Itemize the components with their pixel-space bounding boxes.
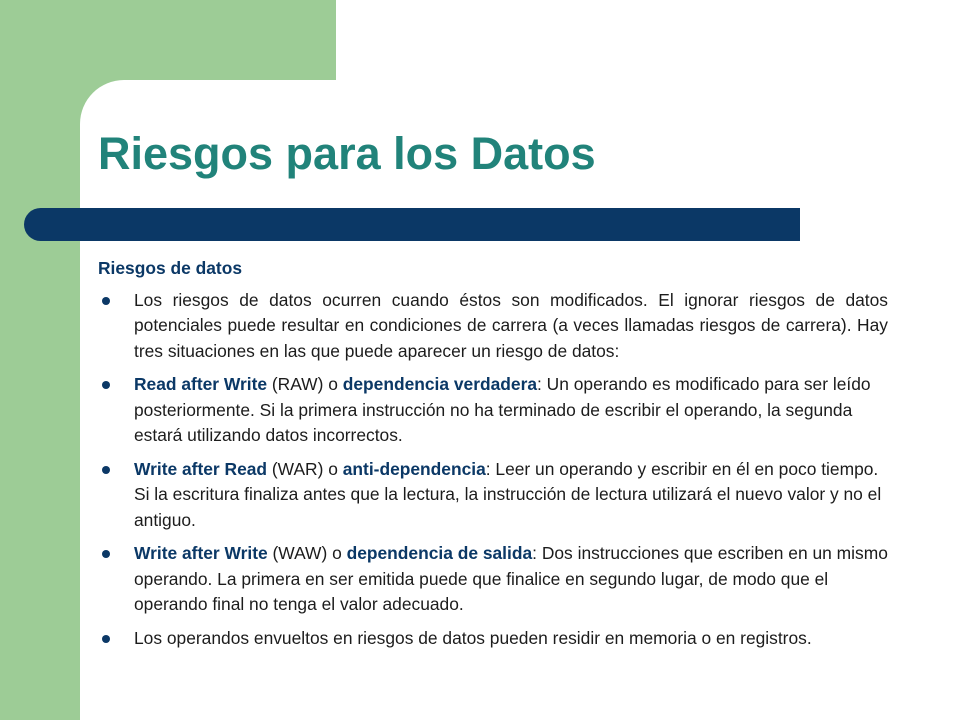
bullet-dot-icon (102, 466, 110, 474)
bullet-dot-icon (102, 550, 110, 558)
hazard-abbrev: (WAR) o (267, 458, 343, 479)
bullet-item-war (98, 457, 888, 534)
dependency-term: dependencia verdadera (342, 374, 538, 394)
bullet-dot-icon (102, 635, 110, 643)
bullet-item-operands (98, 626, 888, 652)
bullet-item-waw (98, 541, 888, 618)
slide-body (98, 256, 888, 659)
bullet-text: Los riesgos de datos ocurren cuando éstos son modificados. El ignorar riesgos de datos potenciales puede resultar en condiciones de carrera (a veces llamadas riesgos de carrera). Hay tres situaciones en las que puede aparecer un riesgo de datos: (134, 289, 888, 361)
bullet-text: : Un operando es modificado para ser leído posteriormente. Si la primera instrucción no ha terminado de escribir el operando, la segunda estará utilizando datos incorrectos. (134, 374, 871, 445)
bullet-list (98, 288, 888, 652)
hazard-abbrev: (RAW) o (267, 374, 343, 394)
bullet-dot-icon (102, 381, 110, 389)
bullet-text: : Leer un operando y escribir en él en poco tiempo. Si la escritura finaliza antes que la lectura, la instrucción de lectura utilizará el nuevo valor y no el antiguo. (134, 458, 882, 530)
bullet-item-raw (98, 372, 888, 449)
bullet-text: Los operandos envueltos en riesgos de datos pueden residir en memoria o en registros. (134, 627, 812, 648)
hazard-term: Read after Write (134, 374, 268, 394)
title-underline-bar (24, 208, 800, 241)
bullet-dot-icon (102, 297, 110, 305)
dependency-term: anti-dependencia (342, 458, 486, 479)
bullet-item-intro (98, 288, 888, 365)
dependency-term: dependencia de salida (346, 543, 533, 563)
hazard-abbrev: (WAW) o (267, 543, 347, 563)
section-heading: Riesgos de datos (98, 258, 242, 278)
hazard-term: Write after Read (134, 458, 268, 479)
hazard-term: Write after Write (134, 543, 268, 563)
slide-title: Riesgos para los Datos (98, 128, 596, 179)
bullet-text: : Dos instrucciones que escriben en un mismo operando. La primera en ser emitida puede que finalice en segundo lugar, de modo que el operando final no tenga el valor adecuado. (134, 543, 888, 614)
